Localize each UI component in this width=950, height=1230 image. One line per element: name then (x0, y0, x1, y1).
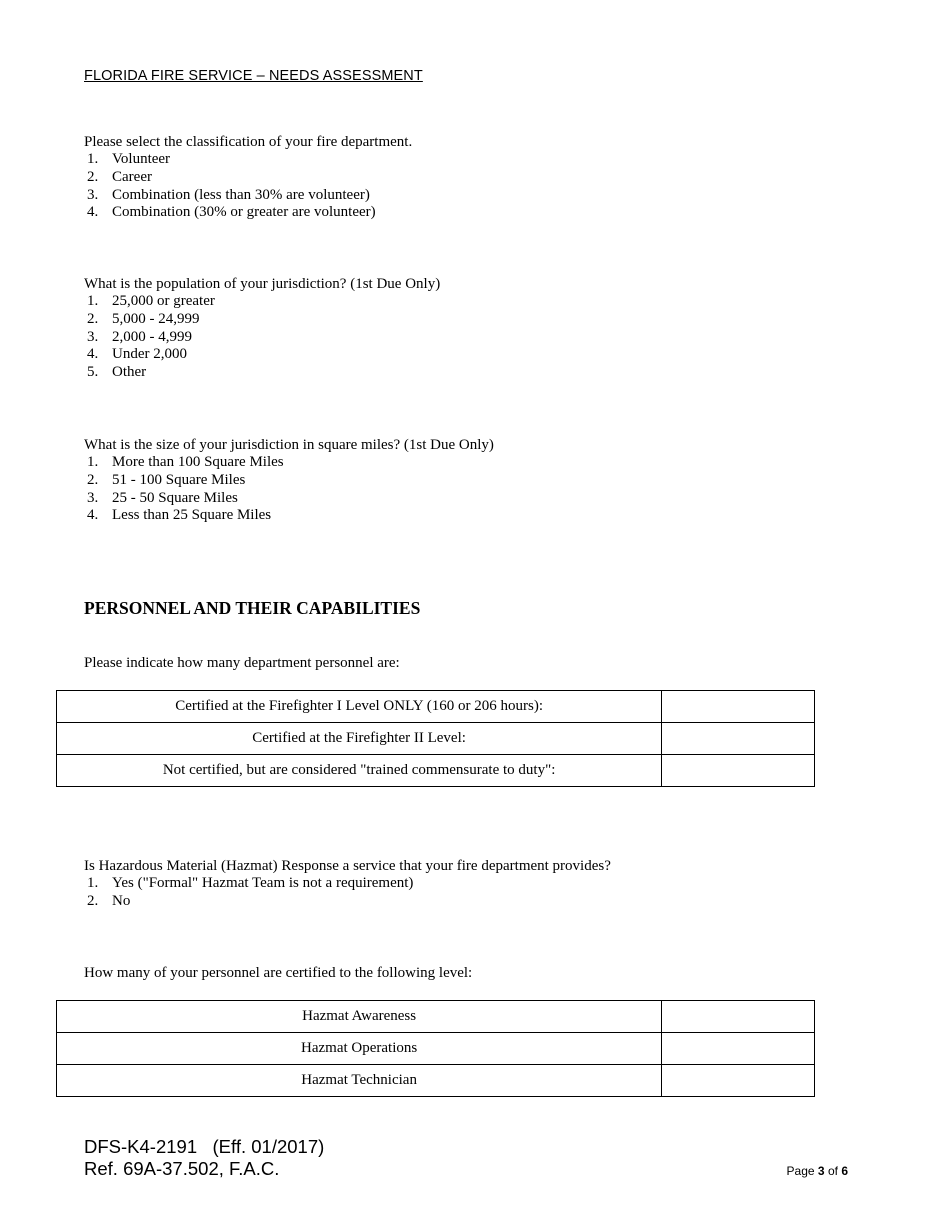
option-number: 1. (87, 151, 99, 167)
option-label: Under 2,000 (112, 346, 187, 363)
table-row (57, 1001, 815, 1033)
option-item[interactable] (84, 454, 494, 472)
option-item[interactable] (84, 472, 494, 490)
question-text: Is Hazardous Material (Hazmat) Response a service that your fire department provides? (84, 858, 611, 874)
form-header-title: FLORIDA FIRE SERVICE – NEEDS ASSESSMENT (84, 68, 423, 84)
option-label: Less than 25 Square Miles (112, 507, 272, 524)
option-label: More than 100 Square Miles (112, 454, 284, 470)
option-number: 4. (87, 507, 99, 524)
option-item[interactable] (84, 169, 412, 187)
personnel-prompt: Please indicate how many department personnel are: (84, 655, 400, 671)
option-number: 5. (87, 364, 99, 381)
question-text: What is the population of your jurisdiction? (1st Due Only) (84, 276, 441, 292)
option-item[interactable] (84, 893, 611, 911)
row-label: Certified at the Firefighter I Level ONLY (160 or 206 hours): (57, 691, 662, 723)
question-jurisdiction-size (84, 436, 494, 525)
table-row (57, 755, 815, 787)
footer-form-info (84, 1136, 324, 1180)
option-number: 2. (87, 892, 99, 909)
row-label: Hazmat Awareness (57, 1001, 662, 1033)
option-label: Combination (less than 30% are volunteer) (112, 186, 370, 203)
question-hazmat-service (84, 857, 611, 911)
option-number: 4. (87, 346, 99, 363)
option-label: Volunteer (112, 151, 171, 167)
personnel-table (56, 690, 815, 787)
question-text: What is the size of your jurisdiction in square miles? (1st Due Only) (84, 437, 494, 453)
row-label: Not certified, but are considered "trained commensurate to duty": (57, 755, 662, 787)
option-number: 2. (87, 168, 99, 185)
option-list (84, 875, 611, 911)
option-label: No (112, 892, 131, 909)
page-indicator (787, 1164, 848, 1178)
option-list (84, 151, 412, 222)
form-id: DFS-K4-2191 (Eff. 01/2017) (84, 1136, 325, 1157)
option-number: 3. (87, 186, 99, 203)
option-label: 25 - 50 Square Miles (112, 489, 238, 506)
option-number: 3. (87, 489, 99, 506)
option-item[interactable] (84, 151, 412, 169)
option-label: Other (112, 364, 147, 381)
count-input-cell[interactable] (662, 1001, 815, 1033)
question-classification (84, 133, 412, 222)
option-item[interactable] (84, 329, 440, 347)
option-item[interactable] (84, 364, 440, 382)
row-label: Hazmat Operations (57, 1033, 662, 1065)
hazmat-prompt: How many of your personnel are certified to the following level: (84, 965, 473, 981)
page-label: Page (786, 1164, 815, 1178)
row-label: Certified at the Firefighter II Level: (57, 723, 662, 755)
option-list (84, 293, 440, 382)
option-item[interactable] (84, 204, 412, 222)
option-item[interactable] (84, 311, 440, 329)
option-label: 2,000 - 4,999 (112, 328, 192, 345)
option-label: Yes ("Formal" Hazmat Team is not a requirement) (112, 875, 414, 891)
option-number: 1. (87, 454, 99, 470)
count-input-cell[interactable] (662, 755, 815, 787)
option-number: 4. (87, 204, 99, 221)
hazmat-table (56, 1000, 815, 1097)
count-input-cell[interactable] (662, 1065, 815, 1097)
row-label: Hazmat Technician (57, 1065, 662, 1097)
section-title: PERSONNEL AND THEIR CAPABILITIES (84, 598, 421, 618)
table-row (57, 1065, 815, 1097)
option-item[interactable] (84, 507, 494, 525)
form-reference: Ref. 69A-37.502, F.A.C. (84, 1158, 280, 1179)
option-number: 2. (87, 471, 99, 488)
option-item[interactable] (84, 490, 494, 508)
count-input-cell[interactable] (662, 1033, 815, 1065)
option-item[interactable] (84, 875, 611, 893)
option-label: Career (112, 168, 152, 185)
option-item[interactable] (84, 346, 440, 364)
option-number: 1. (87, 293, 99, 309)
page-current: 3 (817, 1164, 825, 1178)
count-input-cell[interactable] (662, 723, 815, 755)
option-label: Combination (30% or greater are volunteer) (112, 204, 376, 221)
option-number: 2. (87, 310, 99, 327)
option-list (84, 454, 494, 525)
option-item[interactable] (84, 293, 440, 311)
question-text: Please select the classification of your fire department. (84, 134, 413, 150)
count-input-cell[interactable] (662, 691, 815, 723)
option-item[interactable] (84, 187, 412, 205)
page-total: 6 (841, 1164, 848, 1178)
page-of: of (827, 1164, 838, 1178)
table-row (57, 1033, 815, 1065)
option-label: 51 - 100 Square Miles (112, 471, 246, 488)
option-label: 5,000 - 24,999 (112, 310, 200, 327)
table-row (57, 723, 815, 755)
table-row (57, 691, 815, 723)
option-number: 1. (87, 875, 99, 891)
question-population (84, 275, 440, 382)
option-number: 3. (87, 328, 99, 345)
option-label: 25,000 or greater (112, 293, 215, 309)
